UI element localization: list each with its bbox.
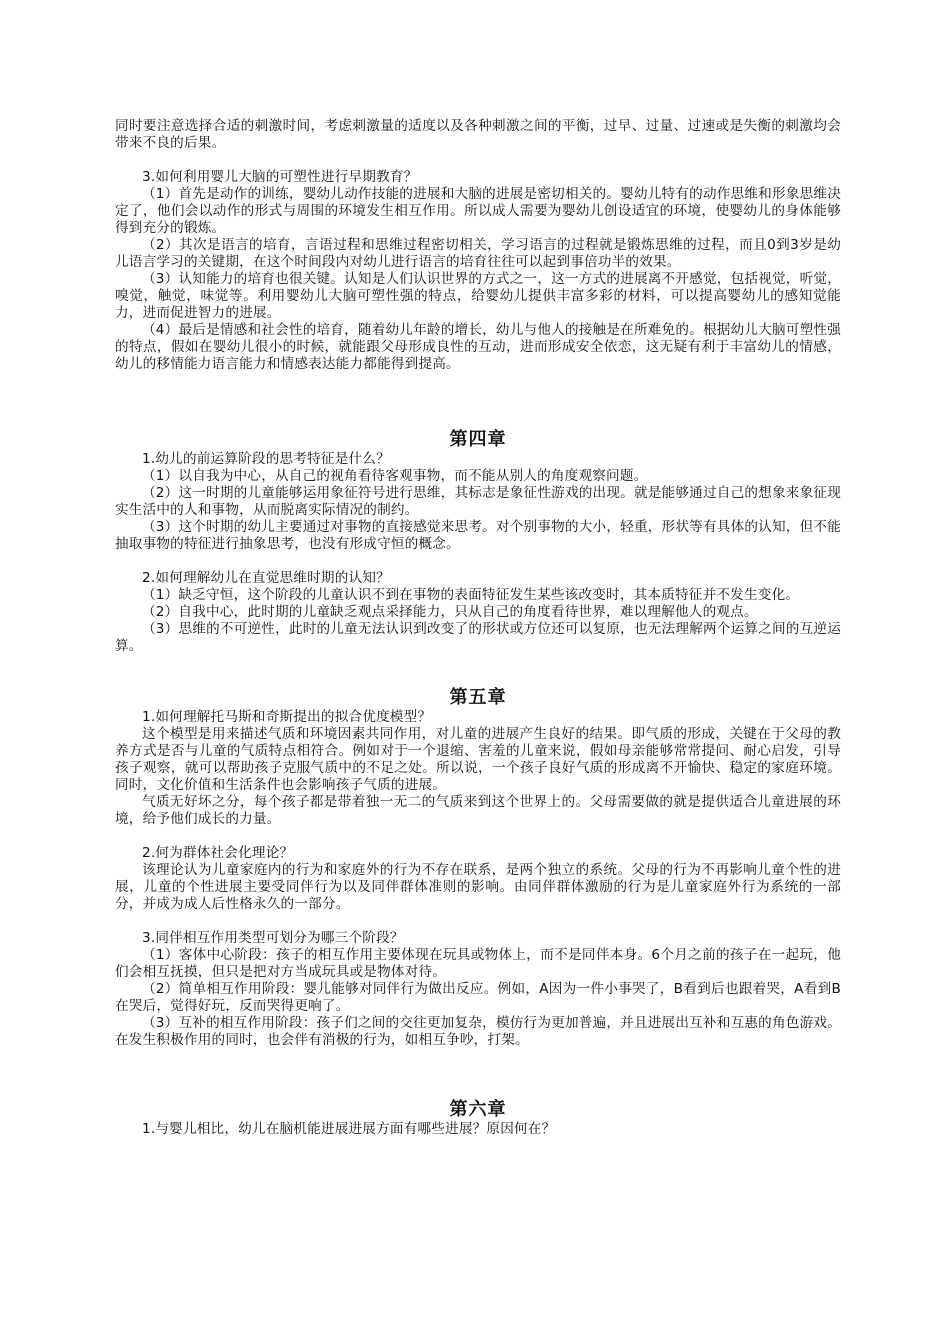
answer-item: （3）认知能力的培育也很关键。认知是人们认识世界的方式之一，这一方式的进展离不开感觉，包括视觉，听觉，嗅觉，触觉，味觉等。利用婴幼儿大脑可塑性强的特点，给婴幼儿提供丰富多彩的材料，可以提高婴幼儿的感知觉能力，进而促进智力的进展。 <box>115 271 841 321</box>
spacer <box>115 828 841 845</box>
answer-item: （3）思维的不可逆性，此时的儿童无法认识到改变了的形状或方位还可以复原，也无法理解两个运算之间的互逆运算。 <box>115 621 841 654</box>
answer-paragraph: 该理论认为儿童家庭内的行为和家庭外的行为不存在联系，是两个独立的系统。父母的行为不再影响儿童个性的进展，儿童的个性进展主要受同伴行为以及同伴群体准则的影响。由同伴群体激励的行为是儿童家庭外行为系统的一部分，并成为成人后性格永久的一部分。 <box>115 862 841 912</box>
chapter-6-title: 第六章 <box>449 1099 507 1120</box>
intro-paragraph: 同时要注意选择合适的刺激时间，考虑刺激量的适度以及各种刺激之间的平衡，过早、过量、过速或是失衡的刺激均会带来不良的后果。 <box>115 118 841 151</box>
spacer <box>115 553 841 570</box>
chapter-5-title: 第五章 <box>449 687 507 708</box>
spacer <box>115 655 841 687</box>
ch4-question-2: 2.如何理解幼儿在直觉思维时期的认知？ <box>142 570 390 586</box>
answer-paragraph: 气质无好坏之分，每个孩子都是带着独一无二的气质来到这个世界上的。父母需要做的就是提供适合儿童进展的环境，给予他们成长的力量。 <box>115 794 841 827</box>
answer-item: （3）这个时期的幼儿主要通过对事物的直接感觉来思考。对个别事物的大小，轻重，形状等有具体的认知，但不能抽取事物的特征进行抽象思考，也没有形成守恒的概念。 <box>115 519 841 552</box>
ch5-question-2: 2.何为群体社会化理论？ <box>142 845 294 861</box>
chapter-4-title: 第四章 <box>449 429 507 450</box>
answer-item: （2）自我中心，此时期的儿童缺乏观点采择能力，只从自己的角度看待世界，难以理解他人的观点。 <box>142 604 758 620</box>
answer-item: （2）这一时期的儿童能够运用象征符号进行思维，其标志是象征性游戏的出现。就是能够通过自己的想象来象征现实生活中的人和事物，从而脱离实际情况的制约。 <box>115 485 841 518</box>
spacer <box>115 913 841 930</box>
ch4-question-1: 1.幼儿的前运算阶段的思考特征是什么？ <box>142 451 390 467</box>
answer-item: （1）缺乏守恒，这个阶段的儿童认识不到在事物的表面特征发生某些该改变时，其本质特征并不发生变化。 <box>142 587 800 603</box>
question-brain-plasticity: 3.如何利用婴儿大脑的可塑性进行早期教育？ <box>142 169 418 185</box>
spacer <box>115 373 841 429</box>
answer-item: （3）互补的相互作用阶段：孩子们之间的交往更加复杂，模仿行为更加普遍，并且进展出互补和互惠的角色游戏。在发生积极作用的同时，也会伴有消极的行为，如相互争吵，打架。 <box>115 1015 841 1048</box>
answer-item: （1）客体中心阶段：孩子的相互作用主要体现在玩具或物体上，而不是同伴本身。6个月之前的孩子在一起玩，他们会相互抚摸，但只是把对方当成玩具或是物体对待。 <box>115 947 841 980</box>
answer-item: （2）其次是语言的培育，言语过程和思维过程密切相关，学习语言的过程就是锻炼思维的过程，而且0到3岁是幼儿语言学习的关键期，在这个时间段内对幼儿进行语言的培育往往可以起到事倍功半的效果。 <box>115 237 841 270</box>
ch5-question-3: 3.同伴相互作用类型可划分为哪三个阶段？ <box>142 930 404 946</box>
ch6-question-1: 1.与婴儿相比，幼儿在脑机能进展进展方面有哪些进展？原因何在？ <box>142 1121 556 1137</box>
ch5-question-1: 1.如何理解托马斯和奇斯提出的拟合优度模型？ <box>142 709 432 725</box>
answer-paragraph: 这个模型是用来描述气质和环境因素共同作用，对儿童的进展产生良好的结果。即气质的形成，关键在于父母的教养方式是否与儿童的气质特点相符合。例如对于一个退缩、害羞的儿童来说，假如母亲能够常常提问、耐心启发，引导孩子观察，就可以帮助孩子克服气质中的不足之处。所以说，一个孩子良好气质的形成离不开愉快、稳定的家庭环境。同时，文化价值和生活条件也会影响孩子气质的进展。 <box>115 726 841 793</box>
document-page <box>115 118 841 1138</box>
answer-item: （2）简单相互作用阶段：婴儿能够对同伴行为做出反应。例如，A因为一件小事哭了，B看到后也跟着哭，A看到B在哭后，觉得好玩，反而哭得更响了。 <box>115 981 841 1014</box>
spacer <box>115 152 841 169</box>
spacer <box>115 1049 841 1099</box>
answer-item: （1）以自我为中心，从自己的视角看待客观事物，而不能从别人的角度观察问题。 <box>142 468 648 484</box>
answer-item: （1）首先是动作的训练，婴幼儿动作技能的进展和大脑的进展是密切相关的。婴幼儿特有的动作思维和形象思维决定了，他们会以动作的形式与周围的环境发生相互作用。所以成人需要为婴幼儿创设适宜的环境，使婴幼儿的身体能够得到充分的锻炼。 <box>115 186 841 236</box>
answer-item: （4）最后是情感和社会性的培育，随着幼儿年龄的增长，幼儿与他人的接触是在所难免的。根据幼儿大脑可塑性强的特点，假如在婴幼儿很小的时候，就能跟父母形成良性的互动，进而形成安全依恋，这无疑有利于丰富幼儿的情感，幼儿的移情能力语言能力和情感表达能力都能得到提高。 <box>115 322 841 372</box>
